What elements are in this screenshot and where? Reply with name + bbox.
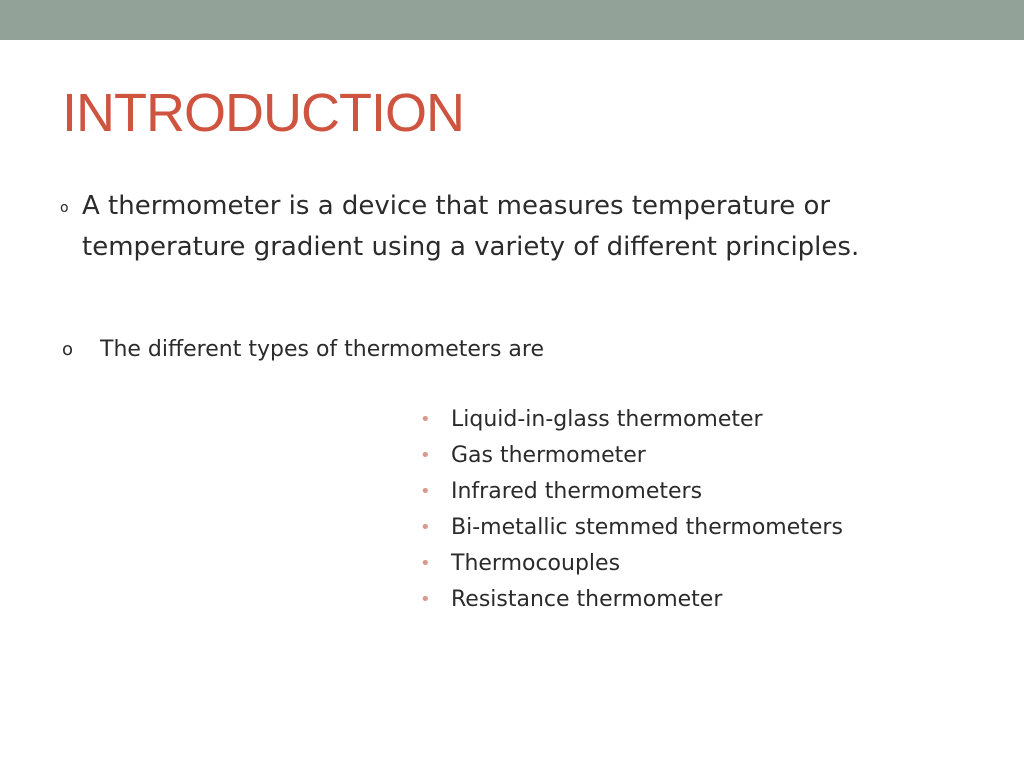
- list-item: [420, 546, 843, 582]
- list-item: [420, 402, 843, 438]
- list-item-label: Resistance thermometer: [451, 587, 723, 612]
- list-item: [420, 474, 843, 510]
- list-item: [420, 582, 843, 618]
- top-band: [0, 0, 1024, 40]
- bullet-dot-icon: •: [420, 553, 431, 574]
- list-item-label: Infrared thermometers: [451, 479, 703, 504]
- slide-title: INTRODUCTION: [62, 83, 464, 143]
- types-intro-text: The different types of thermometers are: [100, 337, 544, 362]
- bullet-dot-icon: •: [420, 409, 431, 430]
- list-item-label: Thermocouples: [451, 551, 621, 576]
- hollow-bullet-icon: o: [60, 200, 69, 216]
- list-item-label: Liquid-in-glass thermometer: [451, 407, 763, 432]
- bullet-dot-icon: •: [420, 445, 431, 466]
- thermometer-types-list: [420, 402, 843, 618]
- bullet-dot-icon: •: [420, 517, 431, 538]
- list-item-label: Bi-metallic stemmed thermometers: [451, 515, 843, 540]
- list-item: [420, 438, 843, 474]
- definition-text: A thermometer is a device that measures temperature or temperature gradient using a variety of different principles.: [82, 191, 860, 262]
- list-item-label: Gas thermometer: [451, 443, 646, 468]
- bullet-dot-icon: •: [420, 589, 431, 610]
- list-item: [420, 510, 843, 546]
- bullet-dot-icon: •: [420, 481, 431, 502]
- hollow-bullet-icon: o: [62, 339, 74, 360]
